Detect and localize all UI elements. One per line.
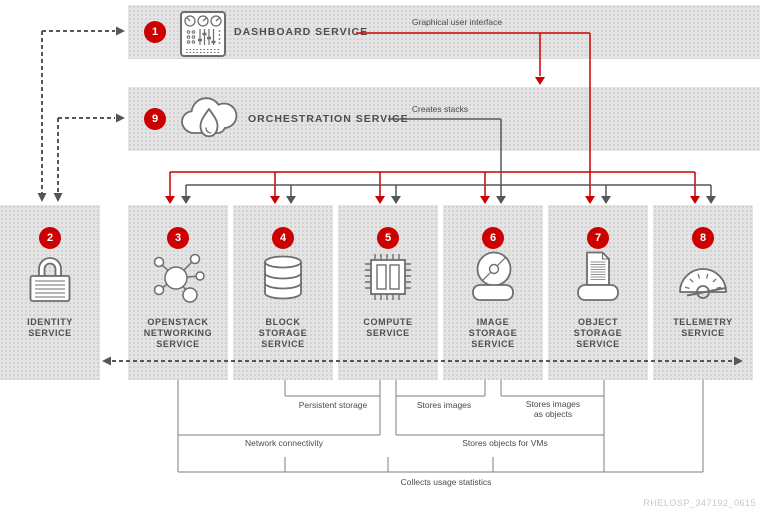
network-connectivity-label: Network connectivity [241, 438, 327, 448]
object-storage-service-label: OBJECT STORAGE SERVICE [573, 317, 623, 349]
dark-arrowheads [181, 196, 716, 204]
block-storage-service-label: BLOCK STORAGE SERVICE [258, 317, 308, 349]
optical-disc-icon [465, 249, 521, 310]
gauge-icon [675, 249, 731, 310]
badge-identity-number: 2 [46, 232, 54, 244]
stores-objects-for-vms-label: Stores objects for VMs [458, 438, 552, 448]
telemetry-service-label: TELEMETRY SERVICE [673, 317, 733, 338]
badge-image-storage-number: 6 [489, 232, 497, 244]
badge-block-storage [272, 227, 294, 249]
badge-compute [377, 227, 399, 249]
badge-object-storage-number: 7 [594, 232, 602, 244]
badge-dashboard-number: 1 [151, 26, 159, 38]
badge-image-storage [482, 227, 504, 249]
network-hub-icon [150, 249, 206, 310]
badge-orchestration [144, 108, 166, 130]
identity-dashed-connectors [42, 31, 115, 193]
badge-dashboard [144, 21, 166, 43]
relation-brackets [178, 380, 703, 472]
document-pedestal-icon [570, 249, 626, 310]
service-box-block-storage [233, 205, 333, 380]
badge-networking [167, 227, 189, 249]
image-storage-service-label: IMAGE STORAGE SERVICE [468, 317, 518, 349]
badge-compute-number: 5 [384, 232, 392, 244]
creates-stacks-connector-label: Creates stacks [411, 104, 469, 114]
stores-images-as-objects-label: Stores images as objects [522, 399, 584, 419]
badge-telemetry-number: 8 [699, 232, 707, 244]
service-box-telemetry [653, 205, 753, 380]
cpu-chip-icon [360, 249, 416, 310]
dashboard-band-title: DASHBOARD SERVICE [234, 26, 369, 38]
badge-object-storage [587, 227, 609, 249]
identity-service-label: IDENTITY SERVICE [27, 317, 73, 338]
badge-block-storage-number: 4 [279, 232, 287, 244]
compute-service-label: COMPUTE SERVICE [363, 317, 413, 338]
service-box-object-storage [548, 205, 648, 380]
badge-identity [39, 227, 61, 249]
service-box-identity [0, 205, 100, 380]
watermark: RHELOSP_347192_0615 [643, 498, 756, 508]
orchestration-band [128, 87, 760, 151]
badge-telemetry [692, 227, 714, 249]
dashboard-panel-icon [180, 11, 226, 62]
collects-usage-statistics-label: Collects usage statistics [397, 477, 496, 487]
padlock-icon [22, 249, 78, 310]
service-box-networking [128, 205, 228, 380]
gui-connector-label: Graphical user interface [411, 17, 503, 27]
service-box-image-storage [443, 205, 543, 380]
stores-images-label: Stores images [413, 400, 475, 410]
service-box-compute [338, 205, 438, 380]
dashboard-band [128, 5, 760, 59]
networking-service-label: OPENSTACK NETWORKING SERVICE [143, 317, 213, 349]
orchestration-band-title: ORCHESTRATION SERVICE [248, 113, 409, 125]
database-cylinder-icon [255, 249, 311, 310]
cloud-flame-icon [178, 93, 240, 150]
badge-orchestration-number: 9 [151, 113, 159, 125]
badge-networking-number: 3 [174, 232, 182, 244]
persistent-storage-label: Persistent storage [295, 400, 372, 410]
